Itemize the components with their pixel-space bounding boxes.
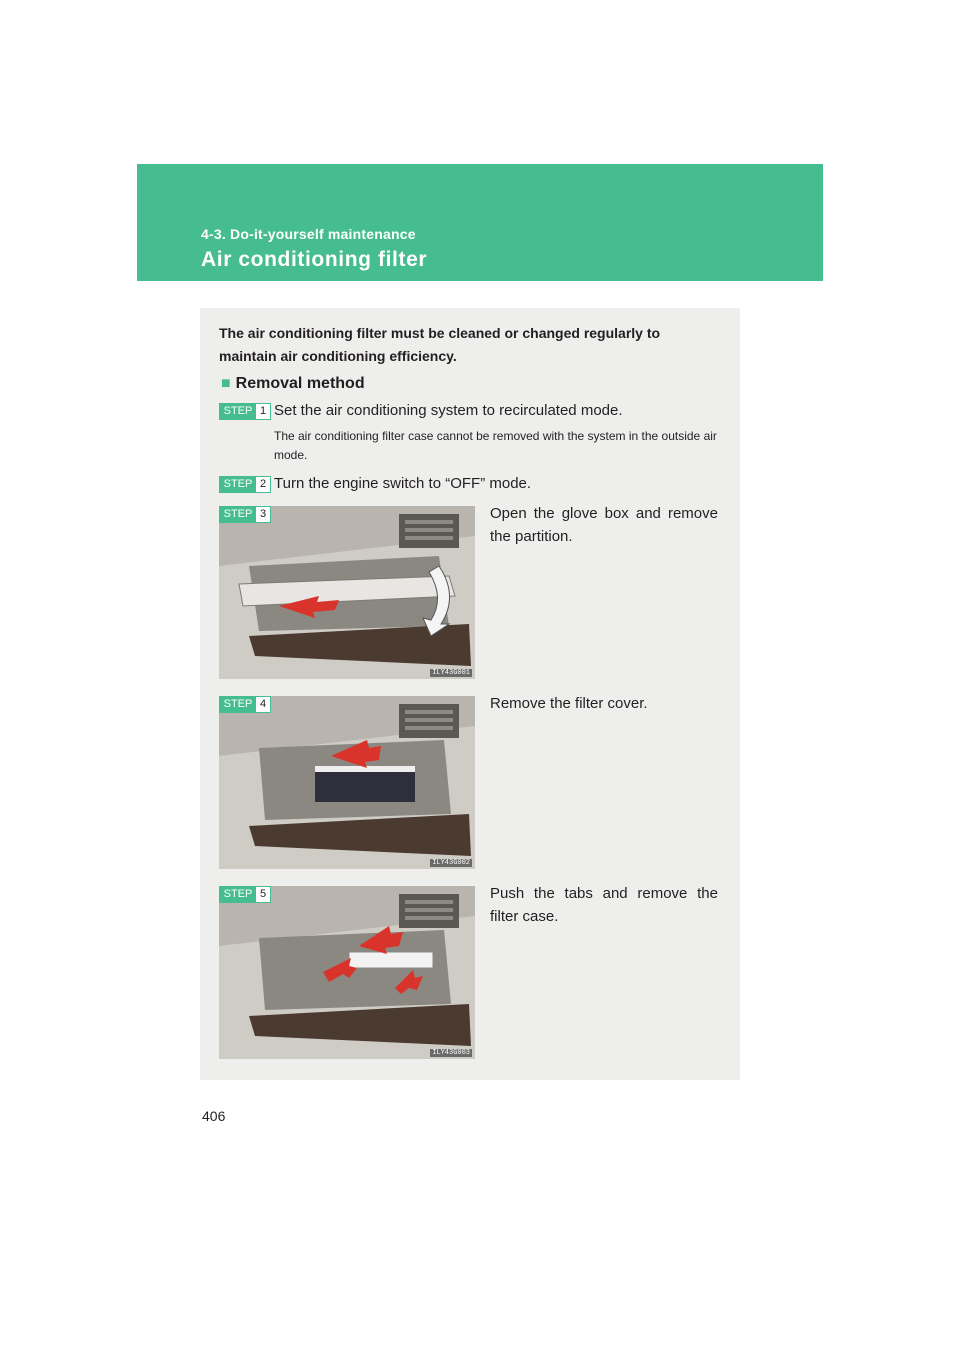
step-word: STEP (220, 887, 256, 902)
step-word: STEP (220, 477, 256, 492)
step-word: STEP (220, 697, 256, 712)
step-5-photo (219, 886, 475, 1059)
square-bullet-icon: ■ (221, 375, 231, 392)
content-box (200, 308, 740, 1080)
step-number: 5 (259, 888, 267, 900)
step-1-note: The air conditioning filter case cannot be removed with the system in the outside air mode. (274, 429, 717, 462)
subhead (221, 375, 365, 393)
step-number: 2 (259, 478, 267, 490)
step-badge-2 (219, 476, 271, 493)
page-number: 406 (202, 1108, 226, 1124)
glove-box-partition-illustration (219, 506, 475, 679)
filter-case-illustration (219, 886, 475, 1059)
page-title: Air conditioning filter (201, 248, 428, 271)
intro-text: The air conditioning filter must be cleaned or changed regularly to maintain air conditioning efficiency. (219, 325, 661, 364)
image-code: ILY43G002 (432, 859, 470, 867)
step-badge-4 (219, 696, 271, 713)
subhead-label: Removal method (235, 375, 365, 392)
step-word: STEP (220, 404, 256, 419)
step-4-text: Remove the filter cover. (490, 695, 648, 712)
step-number: 4 (259, 698, 267, 710)
image-code: ILY43G003 (432, 1049, 470, 1057)
filter-cover-illustration (219, 696, 475, 869)
step-3-photo (219, 506, 475, 679)
step-3-text: Open the glove box and remove the partition. (490, 505, 718, 545)
section-label: 4-3. Do-it-yourself maintenance (201, 226, 416, 242)
step-word: STEP (220, 507, 256, 522)
header-band (137, 164, 823, 281)
step-2-text: Turn the engine switch to “OFF” mode. (274, 475, 532, 492)
step-5-text: Push the tabs and remove the filter case. (490, 885, 718, 925)
step-number: 1 (259, 405, 267, 417)
step-badge-1 (219, 403, 271, 420)
step-badge-5 (219, 886, 271, 903)
image-code: ILY43G001 (432, 669, 470, 677)
step-badge-3 (219, 506, 271, 523)
step-4-photo (219, 696, 475, 869)
step-number: 3 (259, 508, 267, 520)
step-1-text: Set the air conditioning system to recirculated mode. (274, 402, 623, 419)
